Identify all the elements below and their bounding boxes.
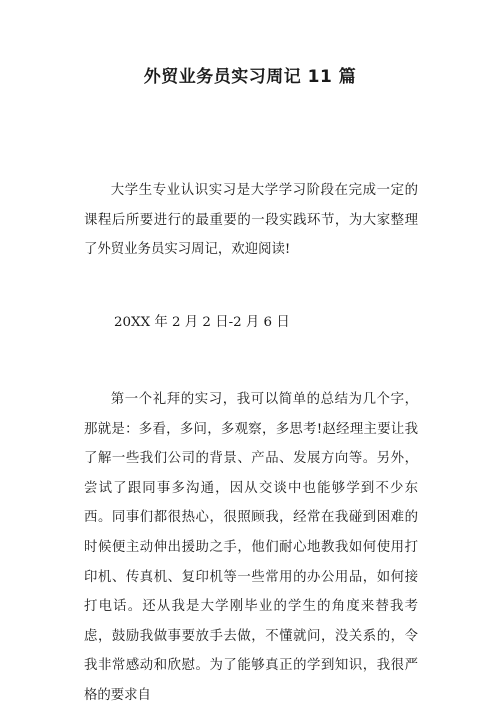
document-title: 外贸业务员实习周记 11 篇	[143, 67, 357, 87]
body-paragraph: 第一个礼拜的实习，我可以简单的总结为几个字，那就是：多看，多问，多观察，多思考!赵经理主要让我了解一些我们公司的背景、产品、发展方向等。另外，尝试了跟同事多沟通，因从交谈中也能够学到不少东西。同事们都很热心，很照顾我，经常在我碰到困难的时候便主动伸出援助之手，他们耐心地教我如何使用打印机、传真机、复印机等一些常用的办公用品，如何接打电话。还从我是大学刚毕业的学生的角度来替我考虑，鼓励我做事要放手去做，不懂就问，没关系的，令我非常感动和欣慰。为了能够真正的学到知识，我很严格的要求自	[84, 392, 418, 703]
intro-paragraph: 大学生专业认识实习是大学学习阶段在完成一定的课程后所要进行的最重要的一段实践环节，为大家整理了外贸业务员实习周记，欢迎阅读!	[84, 183, 418, 258]
date-line: 20XX 年 2 月 2 日-2 月 6 日	[114, 315, 290, 330]
